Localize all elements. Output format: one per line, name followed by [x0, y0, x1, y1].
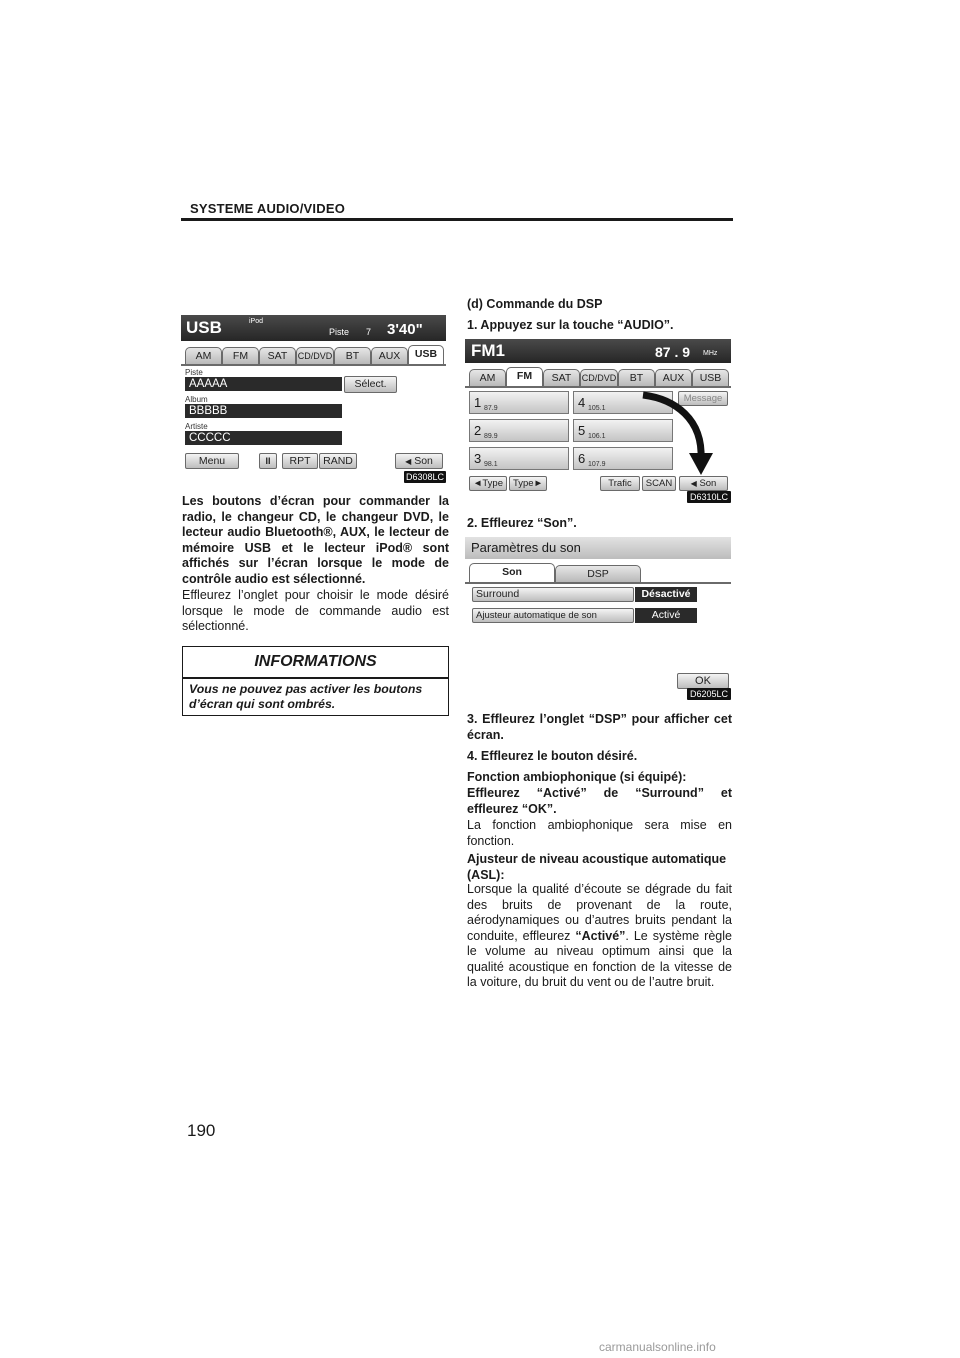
preset-button-3[interactable]	[469, 447, 569, 470]
tab-aux[interactable]: AUX	[655, 369, 692, 386]
information-text: Vous ne pouvez pas activer les boutons d’écran qui sont ombrés.	[189, 682, 423, 711]
preset-number: 4	[578, 395, 586, 410]
son-button-label: Son	[699, 478, 717, 489]
usb-title-bar	[181, 315, 446, 341]
speaker-icon: ◀	[690, 479, 697, 488]
pause-button[interactable]: II	[259, 453, 277, 469]
son-button-label: Son	[414, 455, 433, 467]
preset-frequency: 107.9	[588, 461, 606, 468]
preset-button-2[interactable]	[469, 419, 569, 442]
step-1: 1. Appuyez sur la touche “AUDIO”.	[467, 318, 674, 332]
tab-bt[interactable]: BT	[618, 369, 655, 386]
tab-son[interactable]: Son	[469, 563, 555, 582]
surround-instruction: Effleurez “Activé” de “Surround” et effleurez “OK”.	[467, 786, 732, 816]
tab-baseline	[465, 582, 731, 584]
sound-settings-screen	[465, 537, 731, 701]
information-title: INFORMATIONS	[254, 653, 377, 670]
information-box	[182, 646, 449, 716]
usb-track-label: Piste	[329, 327, 350, 337]
watermark: carmanualsonline.info	[599, 1340, 716, 1354]
figure-code: D6310LC	[687, 491, 731, 503]
preset-number: 1	[474, 395, 482, 410]
son-button[interactable]	[679, 476, 728, 491]
preset-number: 5	[578, 423, 586, 438]
tab-cd-dvd[interactable]: CD/DVD	[296, 347, 334, 364]
usb-time: 3'40"	[387, 321, 423, 338]
field-value-piste: AAAAA	[185, 377, 342, 391]
ok-button[interactable]: OK	[677, 673, 729, 689]
son-button[interactable]	[395, 453, 443, 469]
curved-arrow-icon	[635, 389, 715, 479]
figure-code: D6308LC	[405, 472, 445, 482]
tab-am[interactable]: AM	[469, 369, 506, 386]
preset-frequency: 87.9	[484, 405, 498, 412]
asl-active-emphasis: “Activé”	[575, 928, 626, 943]
usb-title: USB	[186, 318, 222, 337]
preset-frequency: 89.9	[484, 433, 498, 440]
tab-baseline	[465, 386, 731, 388]
preset-number: 2	[474, 423, 482, 438]
section-header: SYSTEME AUDIO/VIDEO	[190, 201, 346, 216]
menu-button[interactable]: Menu	[185, 453, 239, 469]
field-label-piste: Piste	[185, 368, 203, 377]
usb-tab-bar	[181, 347, 446, 366]
repeat-button[interactable]: RPT	[282, 453, 318, 469]
preset-frequency: 98.1	[484, 461, 498, 468]
preset-button-1[interactable]	[469, 391, 569, 414]
random-button[interactable]: RAND	[319, 453, 357, 469]
tab-fm[interactable]: FM	[506, 367, 543, 386]
section-heading: (d) Commande du DSP	[467, 297, 603, 311]
surround-off-button[interactable]: Désactivé	[635, 587, 697, 602]
tab-cd-dvd[interactable]: CD/DVD	[580, 369, 618, 386]
left-paragraph-2: Effleurez l’onglet pour choisir le mode désiré lorsque le mode de commande audio est sélectionné.	[182, 588, 449, 633]
preset-number: 6	[578, 451, 586, 466]
scan-button[interactable]: SCAN	[642, 476, 676, 491]
field-value-album: BBBBB	[185, 404, 342, 418]
tab-dsp[interactable]: DSP	[555, 565, 641, 582]
surround-row-label: Surround	[472, 587, 634, 602]
page-number: 190	[187, 1121, 216, 1140]
tab-aux[interactable]: AUX	[371, 347, 408, 364]
tab-fm[interactable]: FM	[222, 347, 259, 364]
tab-bt[interactable]: BT	[334, 347, 371, 364]
fm-title-bar	[465, 339, 731, 363]
speaker-icon: ◀	[405, 457, 412, 466]
tab-usb[interactable]: USB	[692, 369, 729, 386]
fm-tab-bar	[465, 369, 731, 388]
sound-tab-bar	[465, 565, 731, 584]
asl-description-end: . Le système règle le volume au niveau optimum ainsi que la qualité acoustique en fonction de la vitesse de la voiture, du bruit du vent ou de l’autre bruit.	[467, 928, 732, 989]
preset-frequency: 106.1	[588, 433, 606, 440]
fm-frequency-unit: MHz	[703, 350, 718, 357]
usb-screen	[181, 315, 446, 482]
asl-row-label: Ajusteur automatique de son	[472, 608, 634, 623]
trafic-button[interactable]: Trafic	[600, 476, 640, 491]
header-rule	[181, 218, 733, 221]
type-next-button[interactable]: Type►	[509, 476, 547, 491]
tab-am[interactable]: AM	[185, 347, 222, 364]
message-button[interactable]: Message	[678, 391, 728, 406]
fm-title: FM1	[471, 341, 505, 360]
tab-sat[interactable]: SAT	[543, 369, 580, 386]
surround-note: La fonction ambiophonique sera mise en fonction.	[467, 818, 732, 848]
left-paragraph-1: Les boutons d’écran pour commander la radio, le changeur CD, le changeur DVD, le lecteur audio Bluetooth®, AUX, le lecteur de mémoire USB et le lecteur iPod® sont affichés sur l’écran lorsque le mode de contrôle audio est sélectionné.	[182, 494, 449, 586]
figure-code: D6205LC	[687, 688, 731, 700]
asl-description-start: Lorsque la qualité d’écoute se dégrade du fait des bruits de provenant de la route, aérodynamiques ou d’autres bruits pendant la conduite, effleurez	[467, 882, 732, 943]
tab-baseline	[181, 364, 446, 366]
step-3: 3. Effleurez l’onglet “DSP” pour afficher cet écran.	[467, 712, 732, 742]
fm-frequency: 87 . 9	[655, 344, 691, 360]
tab-sat[interactable]: SAT	[259, 347, 296, 364]
sound-title: Paramètres du son	[471, 540, 581, 555]
usb-track-number: 7	[366, 327, 372, 337]
select-button[interactable]: Sélect.	[344, 376, 397, 393]
asl-on-button[interactable]: Activé	[635, 608, 697, 623]
preset-number: 3	[474, 451, 482, 466]
surround-heading: Fonction ambiophonique (si équipé):	[467, 770, 687, 784]
type-previous-button[interactable]: ◄Type	[469, 476, 507, 491]
step-2: 2. Effleurez “Son”.	[467, 516, 577, 530]
tab-usb[interactable]: USB	[408, 345, 444, 364]
step-4: 4. Effleurez le bouton désiré.	[467, 749, 638, 763]
asl-description	[467, 882, 732, 991]
information-rule	[183, 677, 448, 679]
field-value-artiste: CCCCC	[185, 431, 342, 445]
field-label-album: Album	[185, 395, 208, 404]
preset-frequency: 105.1	[588, 405, 606, 412]
field-label-artiste: Artiste	[185, 422, 208, 431]
sound-title-bar	[465, 537, 731, 559]
fm-screen	[465, 339, 731, 502]
usb-sub-label: iPod	[249, 318, 264, 325]
asl-heading: Ajusteur de niveau acoustique automatique (ASL):	[467, 852, 727, 882]
